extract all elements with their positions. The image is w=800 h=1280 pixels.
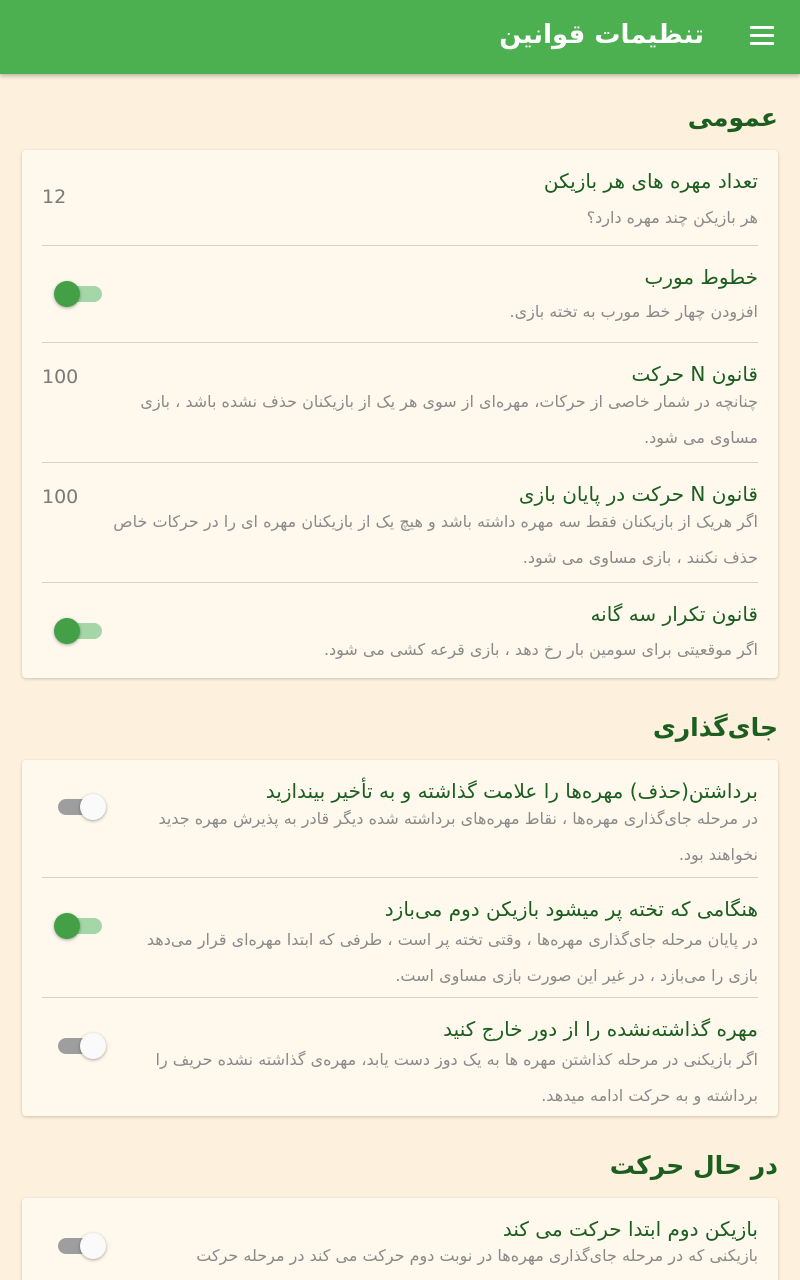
setting-title: قانون تکرار سه گانه: [590, 602, 758, 626]
settings-list[interactable]: [0, 74, 800, 1280]
setting-description: در پایان مرحله جای‌گذاری مهره‌ها ، وقتی تخته پر است ، طرفی که ابتدا مهره‌ای قرار می‌دهد بازی را می‌بازد ، در غیر این صورت بازی مساوی است.: [146, 930, 758, 985]
section-header-general: عمومی: [687, 103, 778, 132]
setting-description: بازیکنی که در مرحله جای‌گذاری مهره‌ها در نوبت دوم حرکت می کند در مرحله حرکت: [196, 1246, 758, 1265]
setting-value: 100: [42, 366, 79, 388]
second-player-moves-first-toggle[interactable]: [54, 1231, 106, 1261]
setting-mark-and-delay-removal[interactable]: [42, 760, 758, 878]
settings-card-general: [22, 150, 778, 678]
toggle-thumb: [54, 913, 80, 939]
setting-diagonal-lines[interactable]: [42, 246, 758, 343]
setting-title: قانون N حرکت: [631, 362, 758, 386]
setting-description: اگر موقعیتی برای سومین بار رخ دهد ، بازی قرعه کشی می شود.: [323, 640, 758, 659]
settings-card-moving: [22, 1198, 778, 1280]
setting-pieces-per-player[interactable]: [42, 150, 758, 246]
remove-unplaced-piece-toggle[interactable]: [54, 1031, 106, 1061]
setting-title: مهره گذاشته‌نشده را از دور خارج کنید: [443, 1017, 758, 1041]
page-title: تنظیمات قوانین: [499, 20, 704, 50]
app-bar: [0, 0, 800, 74]
setting-title: قانون N حرکت در پایان بازی: [518, 482, 758, 506]
menu-icon[interactable]: [750, 26, 774, 46]
setting-title: هنگامی که تخته پر میشود بازیکن دوم می‌بازد: [384, 897, 758, 921]
setting-description: افزودن چهار خط مورب به تخته بازی.: [509, 302, 758, 321]
settings-card-placement: [22, 760, 778, 1116]
setting-remove-unplaced-piece[interactable]: [42, 998, 758, 1116]
setting-second-player-loses-when-full[interactable]: [42, 878, 758, 998]
toggle-thumb: [80, 1233, 106, 1259]
setting-title: بازیکن دوم ابتدا حرکت می کند: [502, 1217, 758, 1241]
section-header-moving: در حال حرکت: [609, 1151, 778, 1180]
setting-second-player-moves-first[interactable]: [42, 1198, 758, 1280]
setting-description: اگر بازیکنی در مرحله کذاشتن مهره ها به یک دوز دست یابد، مهره‌ی گذاشته نشده حریف را برداشته و به حرکت ادامه میدهد.: [155, 1050, 758, 1105]
threefold-repetition-toggle[interactable]: [54, 616, 106, 646]
setting-title: تعداد مهره های هر بازیکن: [543, 169, 758, 193]
toggle-thumb: [54, 281, 80, 307]
toggle-thumb: [80, 1033, 106, 1059]
setting-description: هر بازیکن چند مهره دارد؟: [586, 208, 758, 227]
setting-n-move-rule[interactable]: [42, 343, 758, 463]
setting-threefold-repetition[interactable]: [42, 583, 758, 678]
mark-and-delay-removal-toggle[interactable]: [54, 792, 106, 822]
setting-description: چنانچه در شمار خاصی از حرکات، مهره‌ای از سوی هر یک از بازیکنان حذف نشده باشد ، بازی مساوی می شود.: [140, 392, 758, 447]
setting-description: در مرحله جای‌گذاری مهره‌ها ، نقاط مهره‌های برداشته شده دیگر قادر به پذیرش مهره جدید نخواهند بود.: [158, 809, 758, 864]
setting-n-move-rule-endgame[interactable]: [42, 463, 758, 583]
second-player-loses-toggle[interactable]: [54, 911, 106, 941]
toggle-thumb: [80, 794, 106, 820]
section-header-placement: جای‌گذاری: [652, 713, 778, 742]
setting-description: اگر هریک از بازیکنان فقط سه مهره داشته باشد و هیچ یک از بازیکنان مهره ای را در حرکات خاص حذف نکنند ، بازی مساوی می شود.: [113, 512, 758, 567]
setting-title: برداشتن(حذف) مهره‌ها را علامت گذاشته و به تأخیر بیندازید: [265, 779, 758, 803]
setting-value: 100: [42, 486, 79, 508]
setting-title: خطوط مورب: [644, 265, 758, 289]
diagonal-lines-toggle[interactable]: [54, 279, 106, 309]
setting-value: 12: [42, 186, 67, 208]
toggle-thumb: [54, 618, 80, 644]
